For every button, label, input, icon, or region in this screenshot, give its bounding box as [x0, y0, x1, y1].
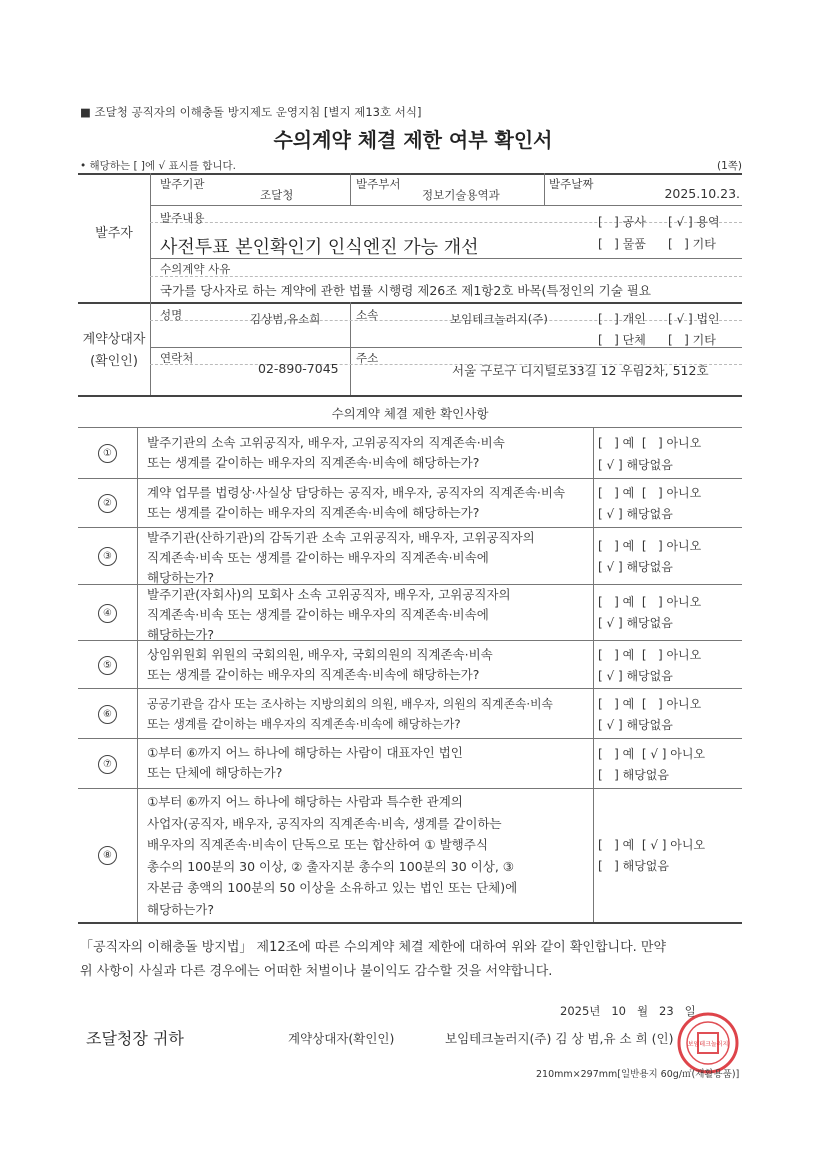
section-divider [78, 395, 742, 397]
instruction: • 해당하는 [ ]에 √ 표시를 합니다. [80, 160, 237, 172]
phone-value: 02-890-7045 [258, 361, 339, 376]
rule [150, 320, 742, 321]
date-month-label: 월 [636, 1004, 649, 1018]
pledge-statement [80, 936, 742, 984]
item-number: ⑤ [98, 656, 117, 675]
checklist-question [147, 743, 463, 783]
address-value: 서울 구로구 디지털로33길 12 우림2차, 512호 [452, 363, 709, 378]
item-number: ② [98, 494, 117, 513]
date-value: 2025.10.23. [664, 186, 740, 201]
checklist-question [147, 791, 517, 920]
question-line: 배우자의 직계존속·비속이 단독으로 또는 합산하여 ① 발행주식 [147, 837, 488, 852]
answer-not-applicable[interactable]: [ √ ] 해당없음 [598, 507, 673, 521]
section-divider [78, 302, 742, 304]
question-line: 또는 생계를 같이하는 배우자의 직계존속·비속에 해당하는가? [147, 667, 480, 682]
rule [137, 427, 138, 922]
dept-label: 발주부서 [356, 177, 401, 191]
page-number: (1쪽) [716, 160, 742, 172]
contractor-type-other[interactable]: [ ] 기타 [668, 333, 716, 347]
rule [78, 738, 742, 739]
question-line: 또는 생계를 같이하는 배우자의 직계존속·비속에 해당하는가? [147, 455, 480, 470]
date-day-label: 일 [684, 1004, 696, 1018]
table-top-rule [78, 173, 742, 175]
answer-not-applicable[interactable]: [ √ ] 해당없음 [598, 669, 673, 683]
rule [350, 173, 351, 205]
rule [150, 276, 742, 277]
content-value: 사전투표 본인확인기 인식엔진 가능 개선 [160, 237, 479, 258]
item-number: ③ [98, 547, 117, 566]
contractor-type-individual[interactable]: [ ] 개인 [598, 312, 646, 326]
content-label: 발주내용 [160, 211, 205, 225]
answer-yes-no[interactable]: [ ] 예 [ √ ] 아니오 [598, 838, 706, 852]
question-line: 자본금 총액의 100분의 50 이상을 소유하고 있는 법인 또는 단체)에 [147, 880, 518, 895]
checklist-question [147, 694, 553, 734]
date-label: 발주날짜 [549, 177, 594, 191]
answer-yes-no[interactable]: [ ] 예 [ ] 아니오 [598, 697, 702, 711]
type-option-service[interactable]: [ √ ] 용역 [668, 215, 720, 229]
reason-label: 수의계약 사유 [160, 262, 231, 276]
signer-label: 계약상대자(확인인) [288, 1031, 395, 1046]
answer-yes-no[interactable]: [ ] 예 [ ] 아니오 [598, 486, 702, 500]
phone-label: 연락처 [160, 351, 194, 365]
agency-value: 조달청 [260, 188, 294, 202]
question-line: 사업자(공직자, 배우자, 공직자의 직계존속·비속, 생계를 같이하는 [147, 815, 502, 831]
question-line: 발주기관의 소속 고위공직자, 배우자, 고위공직자의 직계존속·비속 [147, 435, 505, 450]
question-line: 해당하는가? [147, 627, 215, 642]
form-source: 조달청 공직자의 이해충돌 방지제도 운영지침 [별지 제13호 서식] [94, 105, 422, 119]
question-line: 또는 생계를 같이하는 배우자의 직계존속·비속에 해당하는가? [147, 505, 480, 520]
contractor-type-corporation[interactable]: [ √ ] 법인 [668, 312, 720, 326]
answer-not-applicable[interactable]: [ ] 해당없음 [598, 859, 669, 873]
rule [544, 173, 545, 205]
answer-yes-no[interactable]: [ ] 예 [ √ ] 아니오 [598, 747, 706, 761]
question-line: 또는 생계를 같이하는 배우자의 직계존속·비속에 해당하는가? [147, 717, 461, 731]
item-number: ④ [98, 604, 117, 623]
rule [78, 788, 742, 789]
answer-not-applicable[interactable]: [ ] 해당없음 [598, 768, 669, 782]
rule [350, 302, 351, 395]
name-label: 성명 [160, 308, 183, 322]
checklist-title: 수의계약 체결 제한 확인사항 [331, 406, 489, 421]
question-line: ①부터 ⑥까지 어느 하나에 해당하는 사람과 특수한 관계의 [147, 794, 463, 809]
agency-label: 발주기관 [160, 177, 205, 191]
answer-not-applicable[interactable]: [ √ ] 해당없음 [598, 458, 673, 472]
checklist-question [147, 645, 493, 685]
date-year: 2025년 [560, 1004, 601, 1018]
rule [150, 205, 742, 206]
date-month: 10 [611, 1004, 626, 1018]
orderer-section-label: 발주자 [95, 226, 133, 241]
item-number: ⑦ [98, 755, 117, 774]
question-line: 상임위원회 위원의 국회의원, 배우자, 국회의원의 직계존속·비속 [147, 647, 493, 662]
dept-value: 정보기술용역과 [422, 188, 500, 202]
checklist-question [147, 528, 535, 588]
signer-value: 보임테크놀러지(주) 김 상 범,유 소 희 (인) [445, 1031, 674, 1046]
answer-yes-no[interactable]: [ ] 예 [ ] 아니오 [598, 648, 702, 662]
item-number: ① [98, 444, 117, 463]
affiliation-label: 소속 [356, 308, 379, 322]
checklist-question [147, 585, 511, 645]
rule [593, 427, 594, 922]
rule [78, 688, 742, 689]
item-number: ⑧ [98, 846, 117, 865]
answer-not-applicable[interactable]: [ √ ] 해당없음 [598, 616, 673, 630]
date-day: 23 [659, 1004, 674, 1018]
contractor-type-group[interactable]: [ ] 단체 [598, 333, 646, 347]
question-line: 직계존속·비속 또는 생계를 같이하는 배우자의 직계존속·비속에 [147, 550, 489, 565]
answer-not-applicable[interactable]: [ √ ] 해당없음 [598, 718, 673, 732]
question-line: 해당하는가? [147, 901, 215, 917]
question-line: 총수의 100분의 30 이상, ② 출자지분 총수의 100분의 30 이상, ③ [147, 858, 514, 874]
item-number: ⑥ [98, 705, 117, 724]
question-line: 계약 업무를 법령상·사실상 담당하는 공직자, 배우자, 공직자의 직계존속·비속 [147, 485, 566, 500]
answer-yes-no[interactable]: [ ] 예 [ ] 아니오 [598, 539, 702, 553]
contractor-section-label: 계약상대자 [82, 332, 146, 347]
paper-spec: 210mm×297mm[일반용지 60g/㎡(재활용품)] [536, 1069, 740, 1080]
addressee: 조달청장 귀하 [86, 1029, 184, 1048]
answer-yes-no[interactable]: [ ] 예 [ ] 아니오 [598, 595, 702, 609]
question-line: 발주기관(산하기관)의 감독기관 소속 고위공직자, 배우자, 고위공직자의 [147, 530, 535, 545]
contractor-section-sublabel: (확인인) [90, 354, 138, 369]
type-option-construction[interactable]: [ ] 공사 [598, 215, 646, 229]
question-line: 발주기관(자회사)의 모회사 소속 고위공직자, 배우자, 고위공직자의 [147, 587, 511, 602]
rule [78, 427, 742, 428]
rule [78, 478, 742, 479]
checklist-question [147, 483, 565, 523]
pledge-line: 「공직자의 이해충돌 방지법」 제12조에 따른 수의계약 체결 제한에 대하여 위와 같이 확인합니다. 만약 [80, 940, 667, 955]
affiliation-value: 보임테크놀러지(주) [450, 312, 548, 326]
rule [150, 173, 151, 395]
rule [150, 222, 742, 223]
checklist-question [147, 433, 505, 473]
form-source-line [80, 104, 421, 120]
answer-not-applicable[interactable]: [ √ ] 해당없음 [598, 560, 673, 574]
question-line: 직계존속·비속 또는 생계를 같이하는 배우자의 직계존속·비속에 [147, 607, 489, 622]
question-line: 또는 단체에 해당하는가? [147, 765, 283, 780]
reason-value: 국가를 당사자로 하는 계약에 관한 법률 시행령 제26조 제1항2호 바목(특정인의 기술 필요 [160, 283, 651, 298]
answer-yes-no[interactable]: [ ] 예 [ ] 아니오 [598, 436, 702, 450]
table-bottom-rule [78, 922, 742, 924]
type-option-other[interactable]: [ ] 기타 [668, 237, 716, 251]
seal-text: 보임테크놀러지 [687, 1041, 729, 1048]
page-title: 수의계약 체결 제한 여부 확인서 [273, 128, 553, 152]
address-label: 주소 [356, 351, 379, 365]
name-value: 김상범,유소희 [250, 312, 321, 326]
type-option-goods[interactable]: [ ] 물품 [598, 237, 646, 251]
pledge-line: 위 사항이 사실과 다른 경우에는 어떠한 처벌이나 불이익도 감수할 것을 서약합니다. [80, 964, 553, 979]
question-line: 해당하는가? [147, 570, 215, 585]
question-line: 공공기관을 감사 또는 조사하는 지방의회의 의원, 배우자, 의원의 직계존속·비속 [147, 697, 553, 711]
question-line: ①부터 ⑥까지 어느 하나에 해당하는 사람이 대표자인 법인 [147, 745, 463, 760]
square-bullet-icon: ■ [80, 105, 91, 119]
rule [150, 347, 742, 348]
